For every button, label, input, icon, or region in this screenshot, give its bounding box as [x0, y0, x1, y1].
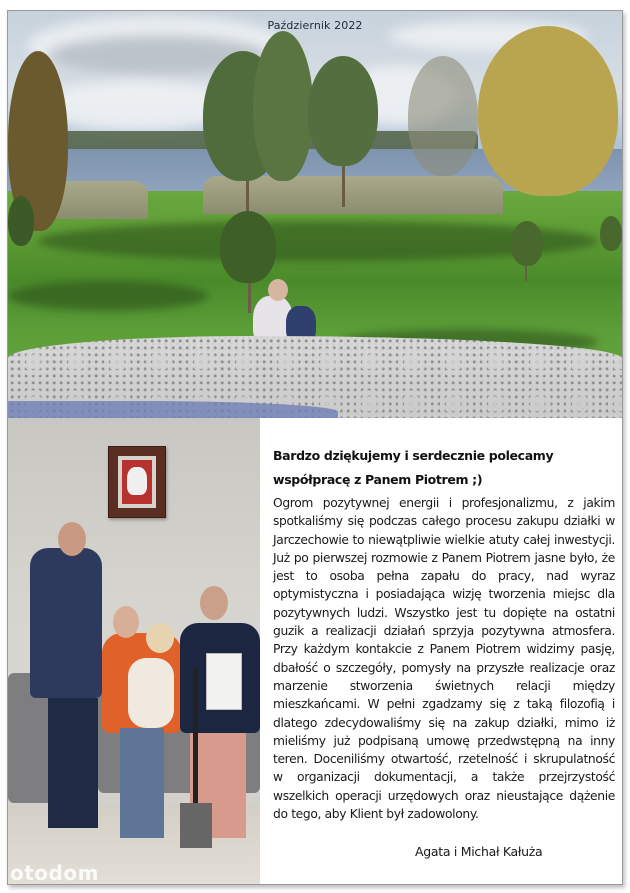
tree: [408, 56, 478, 176]
person-head: [200, 586, 228, 620]
conifer-tree: [600, 216, 622, 251]
testimonial-text: [260, 418, 622, 884]
testimonial-body: Ogrom pozytywnej energii i profesjonalizmu, z jakim spotkaliśmy się podczas całego procesu zakupu działki w Jarczechowie to niewątpliwie wielkie atuty całej inwestycji. Już po pierwszej rozmowie z Panem Piotrem jasne było, że jest to osoba pełna zapału do pracy, nad wyraz optymistyczna i posiadająca wizję tworzenia miejsc dla pozytywnych ludzi. Wszystko jest tu dopięte na ostatni guzik a realizacji działań sprzyja pozytywna atmosfera. Przy każdym kontakcie z Panem Piotrem widzimy pasję, dbałość o szczegóły, pomysły na przyszłe realizacje oraz marzenie stworzenia świetnych relacji między mieszkańcami. W pełni zgadzamy się z taką filozofią i dlatego zdecydowaliśmy się na zakup działki, mimo iż mieliśmy już podpisaną umowę przedwstępną na inny teren. Doceniliśmy otwartość, rzetelność i skrupulatność w organizacji dokumentacji, a także przejrzystość wszelkich operacji urzędowych oraz nieustające dążenie do tego, aby Klient był zadowolony.: [273, 496, 615, 822]
testimonial-heading: Bardzo dziękujemy i serdecznie polecamy współpracę z Panem Piotrem ;): [273, 448, 554, 487]
group-photo: [8, 418, 260, 884]
emblem-frame: [108, 446, 166, 518]
tree: [308, 56, 378, 166]
tree-shadow: [8, 281, 208, 311]
spade-handle: [193, 668, 198, 808]
person-head: [268, 279, 288, 301]
signature: Agata i Michał Kałuża: [415, 844, 543, 859]
person-man-1: [30, 548, 102, 698]
person-head: [58, 522, 86, 556]
person-head: [113, 606, 139, 638]
conifer-tree: [8, 196, 34, 246]
baby-head: [146, 623, 174, 653]
spade-blade: [180, 803, 212, 848]
person-legs: [120, 728, 164, 838]
person-legs: [48, 698, 98, 828]
certificate: [206, 653, 242, 710]
eagle-icon: [127, 467, 147, 495]
tree: [253, 31, 313, 181]
watermark: otodom: [10, 861, 99, 884]
autumn-tree: [478, 26, 618, 196]
conifer-tree: [220, 211, 276, 283]
testimonial-page: [7, 10, 623, 885]
person-baby: [128, 658, 174, 728]
landscape-photo: [8, 11, 622, 418]
conifer-tree: [511, 221, 543, 266]
date-label: Październik 2022: [267, 19, 363, 32]
